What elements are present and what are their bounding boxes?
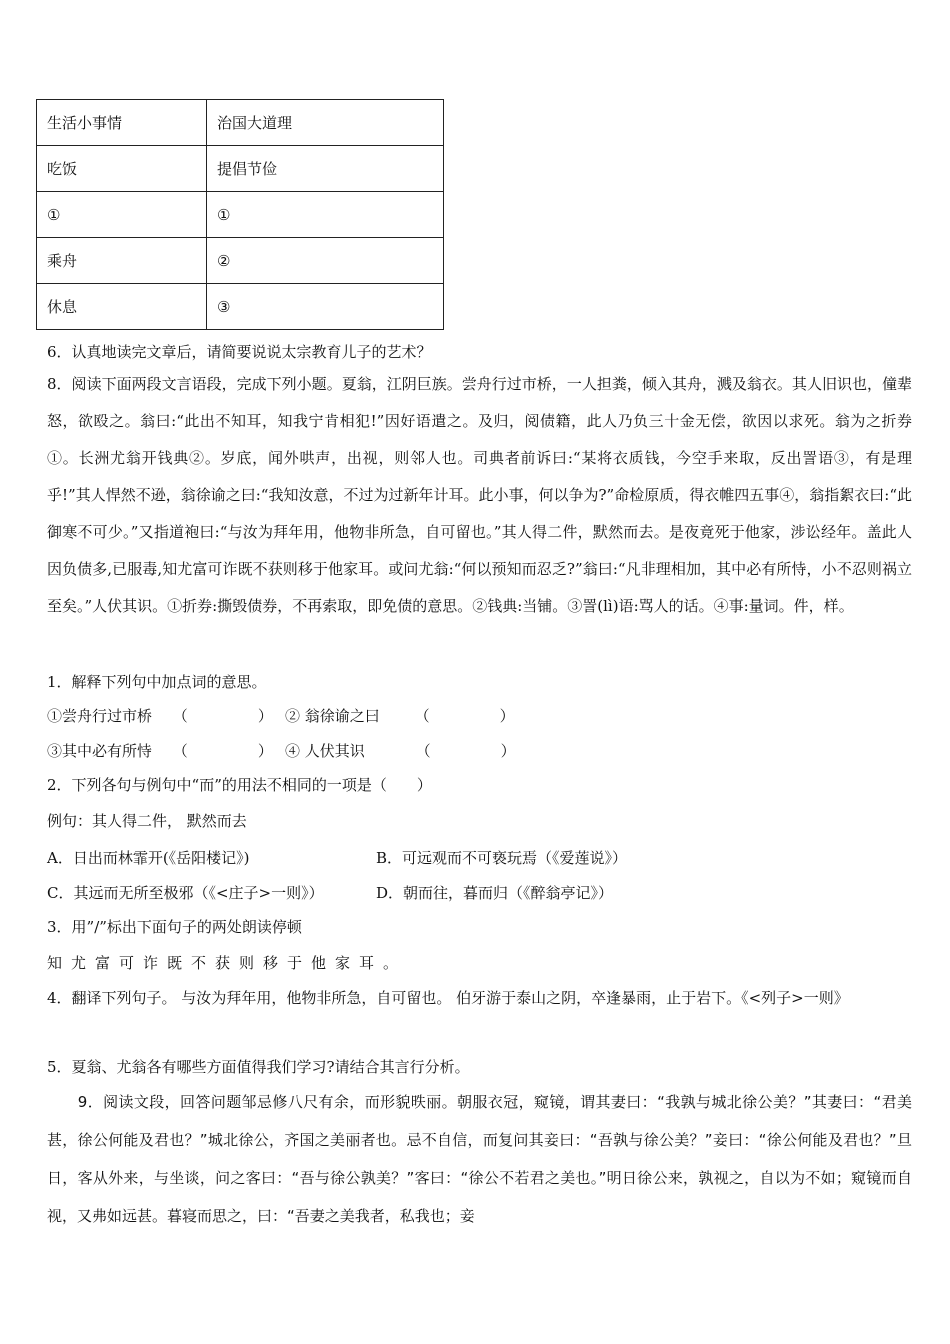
question-9-passage: 9．阅读文段，回答问题邹忌修八尺有余，而形貌昳丽。朝服衣冠，窥镜，谓其妻曰：“我孰与城北徐公美？”其妻曰：“君美甚，徐公何能及君也？”城北徐公，齐国之美丽者也。忌不自信，而复问其妾曰：“吾孰与徐公美？”妾曰：“徐公何能及君也？”旦日，客从外来，与坐谈，问之客曰：“吾与徐公孰美？”客曰：“徐公不若君之美也。”明日徐公来，孰视之，自以为不如；窥镜而自视，又弗如远甚。暮寝而思之，曰：“吾妻之美我者，私我也；妾	[47, 1093, 912, 1225]
table-row	[37, 192, 444, 238]
table-cell-governing-principle: 治国大道理	[207, 100, 444, 146]
q2-option-c: C．其远而无所至极邪（《<庄子>一则》）	[47, 884, 324, 902]
q1-item-a	[47, 705, 273, 726]
q1-item-b	[285, 705, 515, 726]
table-cell-life-matter: ①	[37, 192, 207, 238]
q1-item-b-text: ② 翁徐谕之曰	[285, 707, 380, 725]
q1-item-c	[47, 740, 273, 761]
q1-item-d-close: ）	[500, 742, 516, 760]
question-8-passage: 8．阅读下面两段文言语段，完成下列小题。夏翁，江阴巨族。尝舟行过市桥，一人担粪，倾入其舟，溅及翁衣。其人旧识也，僮辈怒，欲殴之。翁曰:“此出不知耳，知我宁肯相犯!”因好语遣之。及归，阅债籍，此人乃负三十金无偿，欲因以求死。翁为之折券①。长洲尤翁开钱典②。岁底，闻外哄声，出视，则邻人也。司典者前诉曰:“某将衣质钱，今空手来取，反出詈语③，有是理乎!”其人悍然不逊，翁徐谕之曰:“我知汝意，不过为过新年计耳。此小事，何以争为?”命检原质，得衣帷四五事④，翁指絮衣曰:“此御寒不可少。”又指道袍曰:“与汝为拜年用，他物非所急，自可留也。”其人得二件，默然而去。是夜竟死于他家，涉讼经年。盖此人因负债多,已服毒,知尤富可诈既不获则移于他家耳。或问尤翁:“何以预知而忍乏?”翁曰:“凡非理相加，其中必有所恃，小不忍则祸立至矣。”人伏其识。①折券:撕毁债券，不再索取，即免债的意思。②钱典:当铺。③詈(lì)语:骂人的话。④事:量词。件，样。	[47, 375, 912, 615]
q1-item-d	[285, 740, 516, 761]
table-cell-governing-principle: ②	[207, 238, 444, 284]
comparison-table	[36, 99, 444, 330]
q1-item-d-open: （	[415, 742, 431, 760]
table-row	[37, 100, 444, 146]
table-row	[37, 238, 444, 284]
table-row	[37, 284, 444, 330]
table-cell-life-matter: 生活小事情	[37, 100, 207, 146]
q1-item-b-close: ）	[499, 707, 515, 725]
q1-item-b-open: （	[414, 707, 430, 725]
q1-item-c-open: （	[172, 742, 188, 760]
q1-item-d-text: ④ 人伏其识	[285, 742, 365, 760]
q1-item-c-close: ）	[257, 742, 273, 760]
question-3-sentence: 知尤富可诈既不获则移于他家耳。	[47, 954, 408, 972]
q1-item-a-open: （	[172, 707, 188, 725]
q2-option-a: A．日出而林霏开(《岳阳楼记》)	[47, 849, 250, 867]
table-cell-governing-principle: ③	[207, 284, 444, 330]
q1-item-a-close: ）	[257, 707, 273, 725]
question-4: 4．翻译下列句子。 与汝为拜年用，他物非所急，自可留也。 伯牙游于泰山之阴，卒逢暴雨，止于岩下。《<列子>一则》	[47, 989, 849, 1007]
table-cell-life-matter: 休息	[37, 284, 207, 330]
table-cell-life-matter: 乘舟	[37, 238, 207, 284]
q2-option-b: B．可远观而不可亵玩焉（《爱莲说》）	[376, 849, 628, 867]
question-3-title: 3．用”/”标出下面句子的两处朗读停顿	[47, 918, 302, 936]
q2-option-d: D．朝而往，暮而归（《醉翁亭记》）	[376, 884, 614, 902]
question-5: 5．夏翁、尤翁各有哪些方面值得我们学习?请结合其言行分析。	[47, 1058, 470, 1076]
question-2-example: 例句：其人得二件， 默然而去	[47, 812, 247, 830]
table-cell-governing-principle: ①	[207, 192, 444, 238]
table-cell-governing-principle: 提倡节俭	[207, 146, 444, 192]
table-row	[37, 146, 444, 192]
q1-item-a-text: ①尝舟行过市桥	[47, 707, 153, 725]
question-1-title: 1．解释下列句中加点词的意思。	[47, 673, 267, 691]
q1-item-c-text: ③其中必有所恃	[47, 742, 153, 760]
table-cell-life-matter: 吃饭	[37, 146, 207, 192]
question-6: 6．认真地读完文章后，请简要说说太宗教育儿子的艺术？	[47, 343, 432, 361]
question-2-title: 2．下列各句与例句中“而”的用法不相同的一项是（ ）	[47, 776, 432, 794]
